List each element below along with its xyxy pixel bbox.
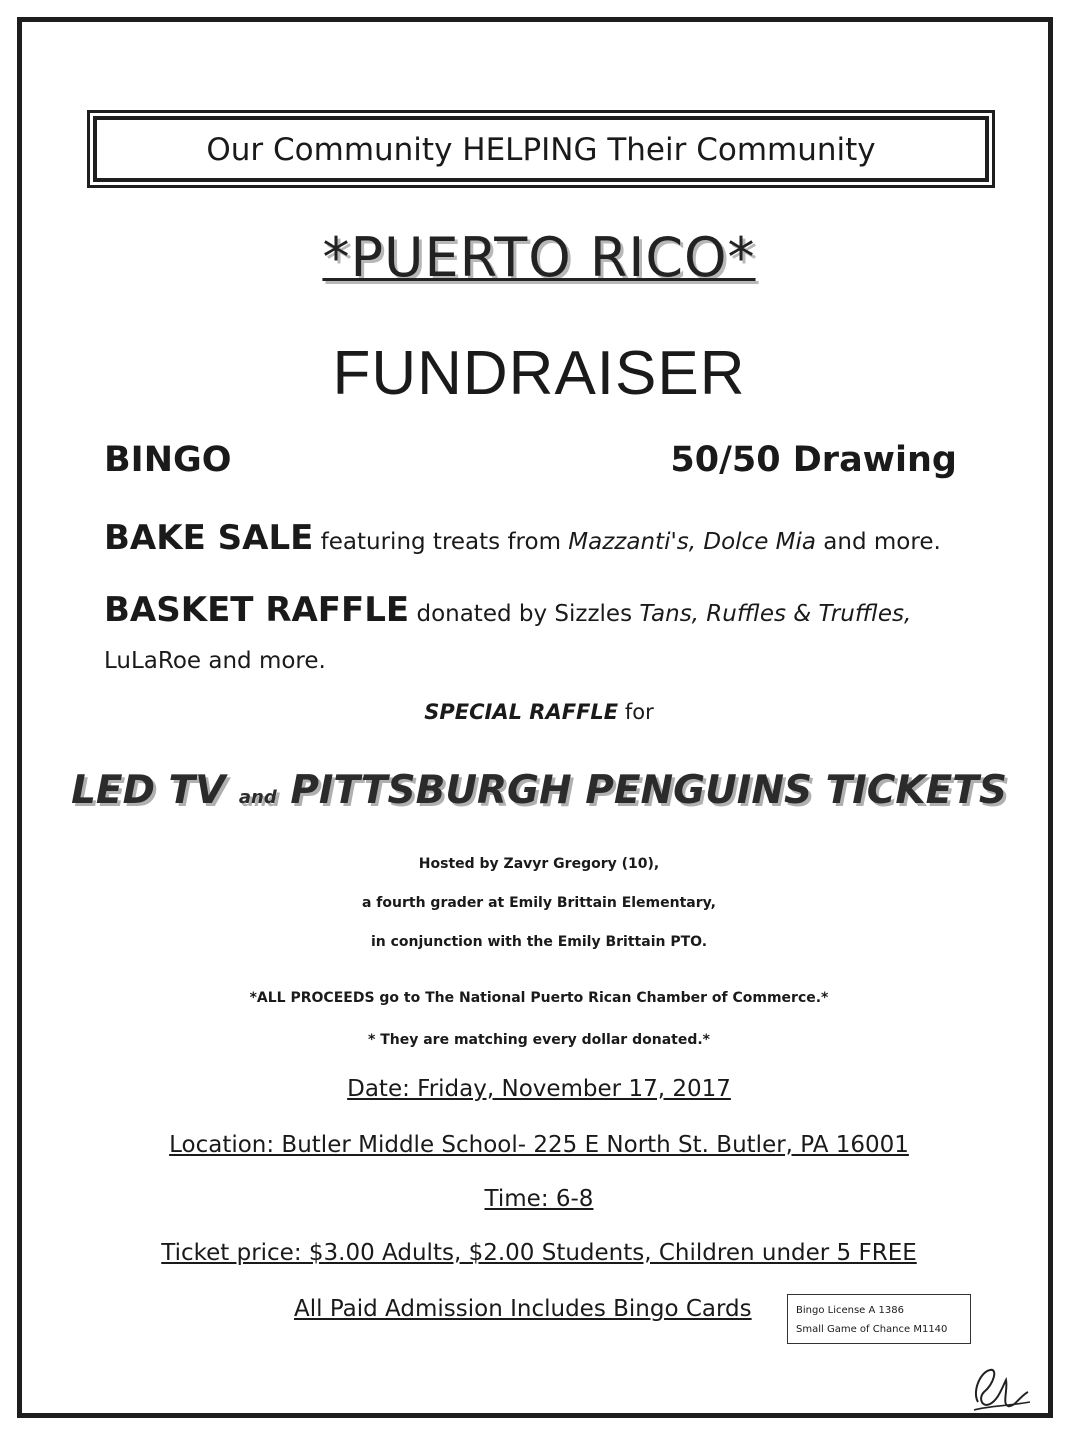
host-line-2: a fourth grader at Emily Brittain Elementary, bbox=[361, 895, 717, 911]
special-raffle bbox=[0, 700, 1078, 724]
ticket-price: Ticket price: $3.00 Adults, $2.00 Students, Children under 5 FREE bbox=[161, 1240, 917, 1266]
event-location: Location: Butler Middle School- 225 E North St. Butler, PA 16001 bbox=[169, 1132, 909, 1158]
signature bbox=[968, 1362, 1034, 1416]
host-line-3: in conjunction with the Emily Brittain PTO. bbox=[370, 934, 708, 950]
admission-note: All Paid Admission Includes Bingo Cards bbox=[294, 1296, 752, 1322]
basket-raffle-label: BASKET RAFFLE bbox=[104, 590, 410, 630]
bake-sale-end: and more. bbox=[816, 529, 941, 555]
prize-heading bbox=[0, 768, 1078, 813]
host-line-1: Hosted by Zavyr Gregory (10), bbox=[418, 856, 660, 872]
page-subtitle: FUNDRAISER bbox=[332, 339, 746, 408]
prize-part-2: PITTSBURGH PENGUINS TICKETS bbox=[290, 768, 1007, 813]
event-bingo: BINGO bbox=[104, 440, 232, 480]
basket-raffle-vendors: Tans, Ruffles & Truffles, bbox=[639, 601, 912, 627]
proceeds-line-2: * They are matching every dollar donated.* bbox=[368, 1032, 710, 1048]
bake-sale-line bbox=[104, 518, 941, 558]
proceeds-rest: go to The National Puerto Rican Chamber of Commerce.* bbox=[374, 990, 829, 1006]
special-raffle-text: for bbox=[618, 700, 654, 724]
proceeds-bold: *ALL PROCEEDS bbox=[249, 990, 375, 1006]
bake-sale-label: BAKE SALE bbox=[104, 518, 314, 558]
banner-text: Our Community HELPING Their Community bbox=[93, 116, 989, 182]
basket-raffle-text: donated by Sizzles bbox=[409, 601, 640, 627]
proceeds-line-1 bbox=[0, 990, 1078, 1006]
basket-raffle-line-2: LuLaRoe and more. bbox=[104, 648, 326, 674]
license-line-1: Bingo License A 1386 bbox=[796, 1305, 904, 1316]
basket-raffle-line bbox=[104, 590, 911, 630]
license-line-2: Small Game of Chance M1140 bbox=[796, 1324, 948, 1335]
bake-sale-vendors: Mazzanti's, Dolce Mia bbox=[568, 529, 816, 555]
event-date: Date: Friday, November 17, 2017 bbox=[347, 1076, 731, 1102]
special-raffle-label: SPECIAL RAFFLE bbox=[424, 700, 619, 724]
license-box bbox=[787, 1294, 971, 1344]
page-title: *PUERTO RICO* bbox=[322, 226, 756, 289]
prize-part-1: LED TV bbox=[71, 768, 226, 813]
banner bbox=[87, 110, 995, 188]
event-time: Time: 6-8 bbox=[484, 1186, 594, 1212]
event-drawing: 50/50 Drawing bbox=[670, 440, 957, 480]
bake-sale-text: featuring treats from bbox=[313, 529, 569, 555]
prize-connector: and bbox=[238, 787, 277, 808]
